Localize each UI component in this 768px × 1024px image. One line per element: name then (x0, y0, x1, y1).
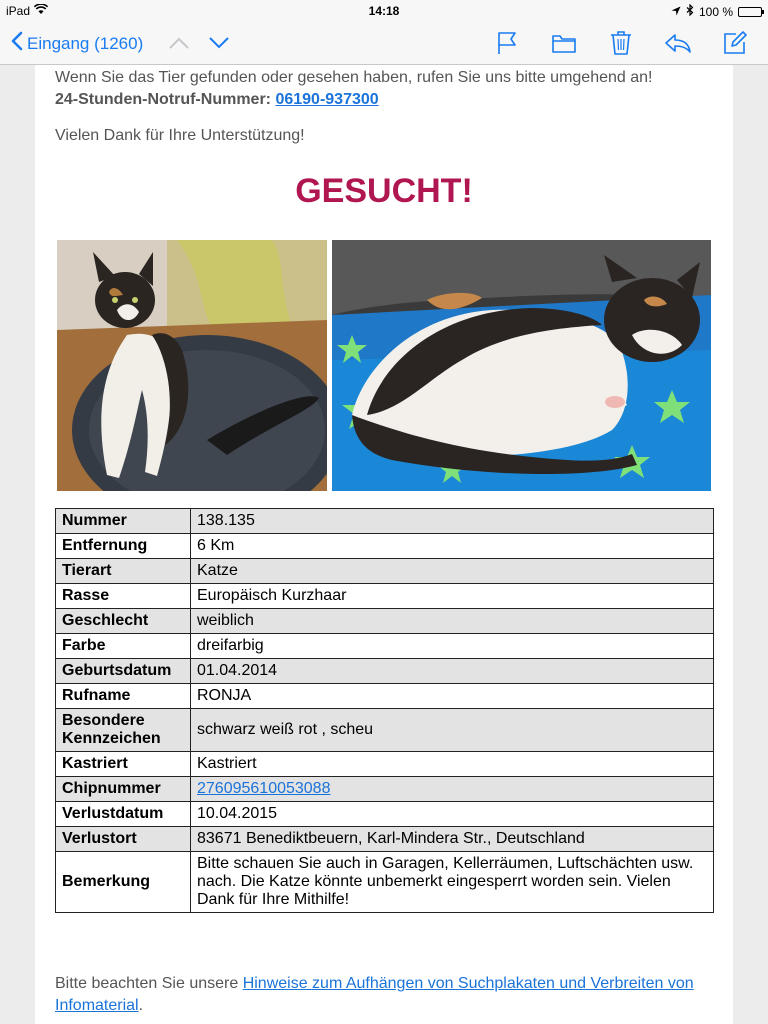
detail-value: weiblich (191, 609, 714, 634)
detail-value: dreifarbig (191, 634, 714, 659)
back-button[interactable] (10, 31, 143, 56)
battery-icon (738, 7, 762, 17)
flag-button[interactable] (492, 28, 522, 58)
folder-icon (551, 32, 577, 54)
table-row (56, 852, 714, 913)
location-arrow-icon (671, 5, 681, 19)
detail-value: Europäisch Kurzhaar (191, 584, 714, 609)
detail-label: Rasse (56, 584, 191, 609)
detail-value: Bitte schauen Sie auch in Garagen, Kellerräumen, Luftschächten usw. nach. Die Katze könnte unbemerkt eingesperrt worden sein. Vielen Dank für Ihre Mithilfe! (191, 852, 714, 913)
device-name: iPad (6, 4, 31, 18)
detail-label: Farbe (56, 634, 191, 659)
back-label: Eingang (1260) (27, 33, 144, 53)
intro-paragraph (55, 67, 725, 111)
table-row (56, 684, 714, 709)
detail-value: RONJA (191, 684, 714, 709)
message-body (35, 65, 733, 1024)
pet-details-table (55, 508, 714, 913)
headline: GESUCHT! (295, 172, 473, 210)
reply-button[interactable] (663, 28, 693, 58)
detail-label: Tierart (56, 559, 191, 584)
detail-label: Entfernung (56, 534, 191, 559)
next-message-button[interactable] (206, 32, 232, 54)
footer-suffix: . (138, 997, 144, 1014)
table-row (56, 777, 714, 802)
trash-icon (610, 30, 632, 56)
table-row (56, 584, 714, 609)
detail-value: Kastriert (191, 752, 714, 777)
chip-number-link[interactable]: 276095610053088 (197, 780, 331, 797)
reply-icon (664, 32, 692, 54)
status-bar (0, 0, 768, 22)
detail-value: 01.04.2014 (191, 659, 714, 684)
message-navigation (166, 32, 232, 54)
compose-button[interactable] (720, 28, 750, 58)
detail-label: Geburtsdatum (56, 659, 191, 684)
details-table-body (56, 509, 714, 913)
status-right (671, 4, 762, 19)
detail-value: Katze (191, 559, 714, 584)
table-row (56, 534, 714, 559)
poster-guidelines-link[interactable]: Hinweise zum Aufhängen von Suchplakaten und Verbreiten von Infomaterial (55, 975, 694, 1014)
table-row (56, 559, 714, 584)
detail-label: Besondere Kennzeichen (56, 709, 191, 752)
compose-icon (722, 30, 748, 56)
detail-value: 83671 Benediktbeuern, Karl-Mindera Str., Deutschland (191, 827, 714, 852)
detail-value: 10.04.2015 (191, 802, 714, 827)
footer-note (55, 973, 715, 1017)
table-row (56, 802, 714, 827)
detail-value: 6 Km (191, 534, 714, 559)
detail-value: 138.135 (191, 509, 714, 534)
footer-prefix: Bitte beachten Sie unsere (55, 975, 243, 992)
table-row (56, 659, 714, 684)
chevron-down-icon (208, 36, 230, 50)
table-row (56, 752, 714, 777)
detail-label: Nummer (56, 509, 191, 534)
trash-button[interactable] (606, 28, 636, 58)
detail-label: Geschlecht (56, 609, 191, 634)
detail-label: Chipnummer (56, 777, 191, 802)
table-row (56, 509, 714, 534)
battery-percent: 100 % (698, 4, 733, 19)
flag-icon (496, 31, 518, 55)
detail-label: Rufname (56, 684, 191, 709)
table-row (56, 709, 714, 752)
detail-label: Bemerkung (56, 852, 191, 913)
detail-value: schwarz weiß rot , scheu (191, 709, 714, 752)
detail-label: Kastriert (56, 752, 191, 777)
message-actions (492, 28, 750, 58)
detail-label: Verlustort (56, 827, 191, 852)
bluetooth-icon (686, 4, 694, 19)
hotline-label: 24-Stunden-Notruf-Nummer: (55, 91, 271, 108)
chevron-left-icon (10, 31, 23, 56)
thanks-text: Vielen Dank für Ihre Unterstützung! (55, 127, 305, 144)
mail-toolbar (0, 22, 768, 65)
status-time: 14:18 (368, 4, 400, 18)
detail-value (191, 777, 714, 802)
previous-message-button[interactable] (166, 32, 192, 54)
intro-text: Wenn Sie das Tier gefunden oder gesehen haben, rufen Sie uns bitte umgehend an! (55, 69, 653, 86)
table-row (56, 609, 714, 634)
chevron-up-icon (168, 36, 190, 50)
table-row (56, 827, 714, 852)
hotline-phone-link[interactable]: 06190-937300 (275, 91, 379, 108)
detail-label: Verlustdatum (56, 802, 191, 827)
move-to-folder-button[interactable] (549, 28, 579, 58)
cat-photo-sitting (57, 240, 327, 491)
cat-photo-lying (332, 240, 711, 491)
table-row (56, 634, 714, 659)
